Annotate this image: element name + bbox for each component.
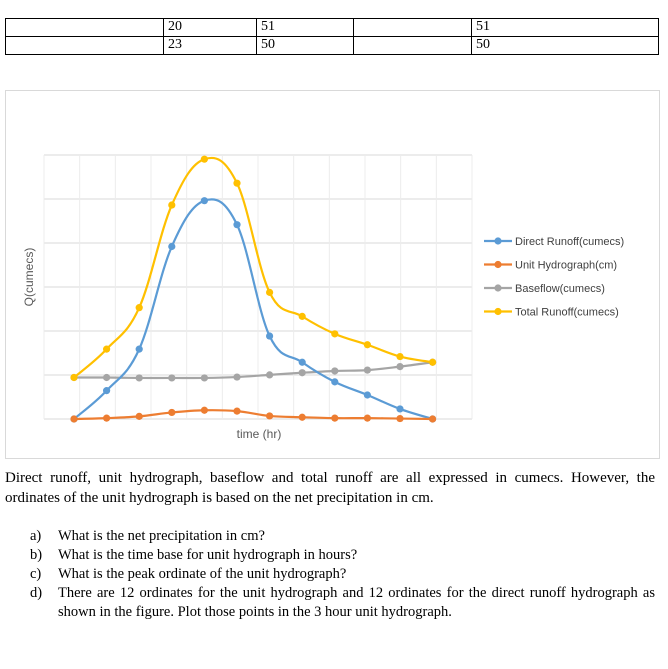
series-line	[74, 199, 433, 419]
data-point	[233, 373, 240, 380]
data-point	[331, 367, 338, 374]
data-point	[168, 243, 175, 250]
chart-canvas	[6, 91, 659, 458]
data-point	[136, 413, 143, 420]
y-axis-label: Q(cumecs)	[22, 247, 36, 307]
data-point	[201, 374, 208, 381]
data-point	[429, 415, 436, 422]
table-cell: 20	[164, 19, 257, 37]
data-point	[299, 359, 306, 366]
legend-swatch-marker	[494, 261, 501, 268]
data-point	[233, 180, 240, 187]
table-cell: 51	[472, 19, 659, 37]
legend-label: Direct Runoff(cumecs)	[515, 236, 625, 248]
data-point	[266, 289, 273, 296]
legend-label: Unit Hydrograph(cm)	[515, 259, 618, 272]
data-point	[396, 415, 403, 422]
question-marker: b)	[30, 547, 43, 563]
data-point	[299, 313, 306, 320]
data-point	[396, 363, 403, 370]
legend-label: Total Runoff(cumecs)	[515, 306, 619, 319]
legend-swatch-marker	[494, 284, 501, 291]
series-line	[74, 410, 433, 419]
data-point	[364, 391, 371, 398]
question-item	[30, 546, 655, 565]
question-marker: a)	[30, 528, 42, 544]
question-marker: d)	[30, 585, 43, 601]
data-point	[266, 332, 273, 339]
table-cell	[354, 19, 472, 37]
table-cell	[354, 37, 472, 55]
data-point	[103, 387, 110, 394]
data-table	[5, 18, 659, 55]
data-point	[331, 330, 338, 337]
data-point	[429, 359, 436, 366]
data-point	[396, 353, 403, 360]
question-item	[30, 527, 655, 546]
data-point	[266, 412, 273, 419]
question-text: There are 12 ordinates for the unit hydrograph and 12 ordinates for the direct runoff hydrograph as shown in the figure. Plot those points in the 3 hour unit hydrograph.	[58, 585, 655, 620]
data-point	[201, 197, 208, 204]
series-line	[74, 158, 433, 378]
question-marker: c)	[30, 566, 42, 582]
question-text: What is the peak ordinate of the unit hydrograph?	[58, 566, 347, 582]
data-point	[168, 409, 175, 416]
legend-swatch-marker	[494, 237, 501, 244]
data-point	[201, 156, 208, 163]
data-point	[136, 374, 143, 381]
table-cell	[6, 19, 164, 37]
question-item	[30, 584, 655, 622]
data-point	[331, 378, 338, 385]
data-point	[70, 415, 77, 422]
data-point	[103, 374, 110, 381]
table-row	[6, 19, 659, 37]
table-cell: 50	[472, 37, 659, 55]
data-point	[168, 374, 175, 381]
data-point	[364, 415, 371, 422]
legend-swatch-marker	[494, 308, 501, 315]
data-point	[233, 408, 240, 415]
data-point	[299, 369, 306, 376]
legend-label: Baseflow(cumecs)	[515, 283, 605, 295]
data-point	[168, 201, 175, 208]
table-row	[6, 37, 659, 55]
data-point	[233, 221, 240, 228]
x-axis-label: time (hr)	[236, 427, 282, 441]
data-point	[136, 346, 143, 353]
hydrograph-chart	[5, 90, 660, 459]
data-point	[70, 374, 77, 381]
data-point	[103, 346, 110, 353]
data-point	[103, 415, 110, 422]
description-paragraph: Direct runoff, unit hydrograph, baseflow and total runoff are all expressed in cumecs. However, the ordinates of the unit hydrograph is based on the net precipitation in cm.	[5, 470, 655, 506]
data-point	[201, 407, 208, 414]
data-point	[364, 341, 371, 348]
table-cell: 50	[257, 37, 354, 55]
table-cell	[6, 37, 164, 55]
data-point	[299, 414, 306, 421]
data-point	[136, 304, 143, 311]
data-point	[266, 371, 273, 378]
question-text: What is the time base for unit hydrograph in hours?	[58, 547, 358, 563]
question-text: What is the net precipitation in cm?	[58, 528, 265, 544]
question-list	[30, 527, 655, 622]
table-cell: 23	[164, 37, 257, 55]
data-point	[396, 405, 403, 412]
question-item	[30, 565, 655, 584]
data-point	[364, 366, 371, 373]
data-point	[331, 415, 338, 422]
table-cell: 51	[257, 19, 354, 37]
